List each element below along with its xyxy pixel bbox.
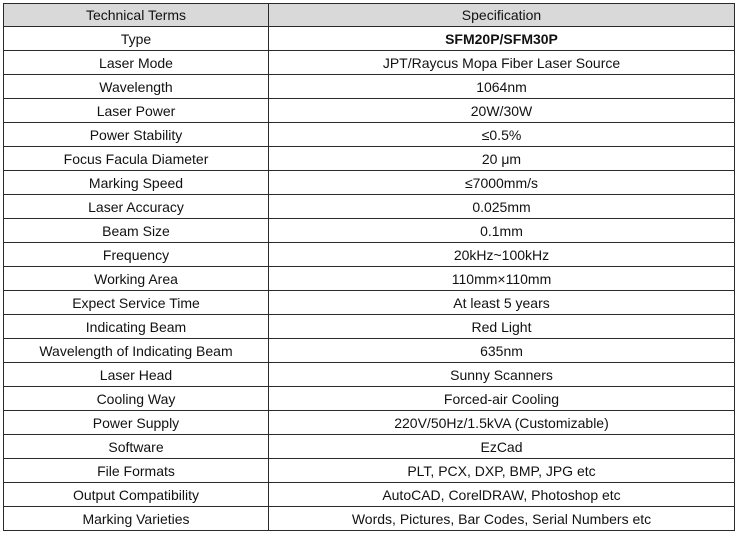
spec-cell: Forced-air Cooling (269, 387, 735, 411)
spec-cell: ≤7000mm/s (269, 171, 735, 195)
spec-cell: Red Light (269, 315, 735, 339)
spec-cell: 635nm (269, 339, 735, 363)
spec-cell: 20 μm (269, 147, 735, 171)
table-row (4, 435, 735, 459)
table-row (4, 411, 735, 435)
table-header-row (4, 4, 735, 27)
table-row (4, 99, 735, 123)
term-cell: Laser Head (4, 363, 269, 387)
spec-cell: 1064nm (269, 75, 735, 99)
term-cell: Beam Size (4, 219, 269, 243)
table-row (4, 75, 735, 99)
spec-cell: 0.1mm (269, 219, 735, 243)
table-row (4, 51, 735, 75)
spec-cell: AutoCAD, CorelDRAW, Photoshop etc (269, 483, 735, 507)
spec-cell: PLT, PCX, DXP, BMP, JPG etc (269, 459, 735, 483)
spec-cell: At least 5 years (269, 291, 735, 315)
table-body (4, 27, 735, 531)
header-technical-terms: Technical Terms (4, 4, 269, 27)
term-cell: Output Compatibility (4, 483, 269, 507)
spec-cell: JPT/Raycus Mopa Fiber Laser Source (269, 51, 735, 75)
term-cell: Cooling Way (4, 387, 269, 411)
spec-cell: 0.025mm (269, 195, 735, 219)
table-row (4, 483, 735, 507)
table-row (4, 339, 735, 363)
table-row (4, 219, 735, 243)
term-cell: File Formats (4, 459, 269, 483)
table-row (4, 507, 735, 531)
term-cell: Focus Facula Diameter (4, 147, 269, 171)
table-row (4, 291, 735, 315)
term-cell: Power Supply (4, 411, 269, 435)
table-row (4, 315, 735, 339)
term-cell: Laser Power (4, 99, 269, 123)
spec-table-container (3, 3, 735, 531)
table-row (4, 123, 735, 147)
term-cell: Software (4, 435, 269, 459)
header-specification: Specification (269, 4, 735, 27)
spec-cell: ≤0.5% (269, 123, 735, 147)
table-row (4, 267, 735, 291)
spec-cell: Sunny Scanners (269, 363, 735, 387)
term-cell: Marking Speed (4, 171, 269, 195)
term-cell: Laser Mode (4, 51, 269, 75)
term-cell: Type (4, 27, 269, 51)
term-cell: Expect Service Time (4, 291, 269, 315)
table-row (4, 387, 735, 411)
table-row (4, 243, 735, 267)
term-cell: Wavelength of Indicating Beam (4, 339, 269, 363)
term-cell: Power Stability (4, 123, 269, 147)
spec-table (3, 3, 735, 531)
spec-cell: 20kHz~100kHz (269, 243, 735, 267)
table-row (4, 195, 735, 219)
table-row (4, 171, 735, 195)
spec-cell: Words, Pictures, Bar Codes, Serial Numbers etc (269, 507, 735, 531)
term-cell: Indicating Beam (4, 315, 269, 339)
spec-cell: 20W/30W (269, 99, 735, 123)
table-row (4, 363, 735, 387)
table-row (4, 27, 735, 51)
term-cell: Marking Varieties (4, 507, 269, 531)
spec-cell: 110mm×110mm (269, 267, 735, 291)
table-row (4, 147, 735, 171)
table-row (4, 459, 735, 483)
term-cell: Frequency (4, 243, 269, 267)
spec-cell: SFM20P/SFM30P (269, 27, 735, 51)
spec-cell: 220V/50Hz/1.5kVA (Customizable) (269, 411, 735, 435)
term-cell: Wavelength (4, 75, 269, 99)
term-cell: Laser Accuracy (4, 195, 269, 219)
term-cell: Working Area (4, 267, 269, 291)
spec-cell: EzCad (269, 435, 735, 459)
